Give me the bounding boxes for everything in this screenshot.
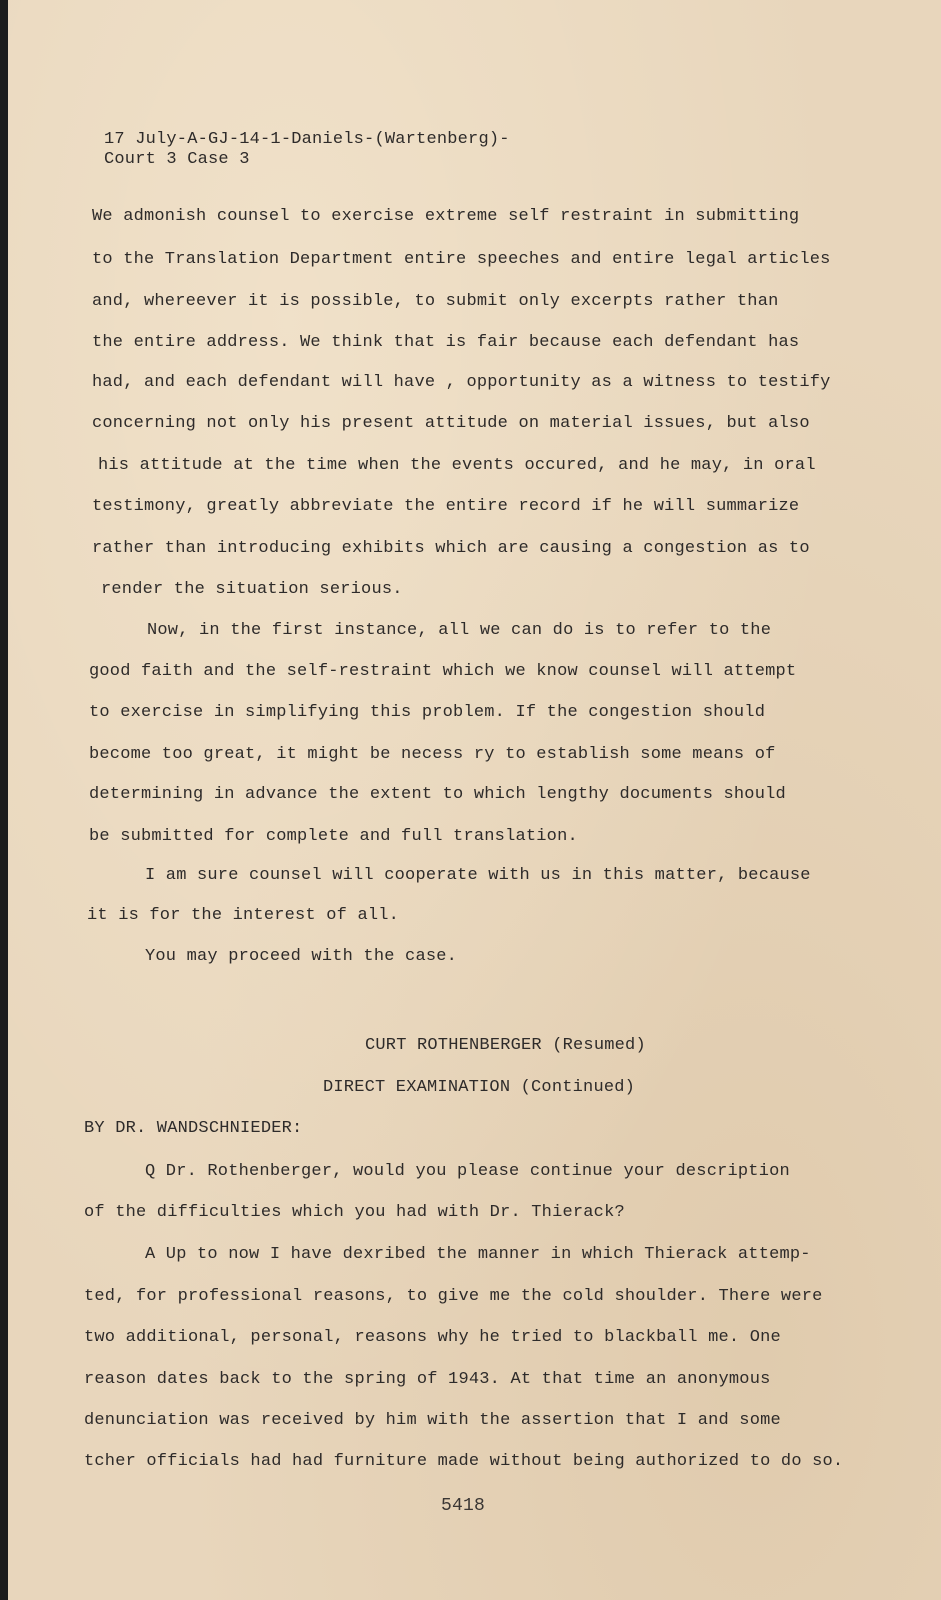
examiner-line: BY DR. WANDSCHNIEDER: (84, 1119, 303, 1138)
text-line: testimony, greatly abbreviate the entire record if he will summarize (92, 497, 800, 516)
text-line: his attitude at the time when the events occured, and he may, in oral (98, 456, 816, 475)
header-case-reference: 17 July-A-GJ-14-1-Daniels-(Wartenberg)- (104, 130, 510, 149)
text-line: A Up to now I have dexribed the manner in which Thierack attemp- (145, 1245, 811, 1264)
text-line: denunciation was received by him with the assertion that I and some (84, 1411, 781, 1430)
examination-heading: DIRECT EXAMINATION (Continued) (323, 1078, 636, 1097)
text-line: of the difficulties which you had with Dr. Thierack? (84, 1203, 625, 1222)
text-line: render the situation serious. (101, 580, 403, 599)
document-page (8, 0, 941, 1600)
page-number: 5418 (441, 1496, 486, 1516)
text-line: two additional, personal, reasons why he tried to blackball me. One (84, 1328, 781, 1347)
text-line: tcher officials had had furniture made without being authorized to do so. (84, 1452, 844, 1471)
text-line: to the Translation Department entire speeches and entire legal articles (92, 250, 831, 269)
witness-heading: CURT ROTHENBERGER (Resumed) (365, 1036, 646, 1055)
text-line: good faith and the self-restraint which we know counsel will attempt (89, 662, 797, 681)
header-court-case: Court 3 Case 3 (104, 150, 250, 169)
text-line: it is for the interest of all. (87, 906, 400, 925)
text-line: Q Dr. Rothenberger, would you please continue your description (145, 1162, 790, 1181)
text-line: determining in advance the extent to which lengthy documents should (89, 785, 786, 804)
text-line: rather than introducing exhibits which are causing a congestion as to (92, 539, 810, 558)
text-line: and, whereever it is possible, to submit only excerpts rather than (92, 292, 779, 311)
text-line: to exercise in simplifying this problem. If the congestion should (89, 703, 766, 722)
paragraph-proceed: You may proceed with the case. (145, 947, 458, 966)
text-line: We admonish counsel to exercise extreme self restraint in submitting (92, 207, 800, 226)
text-line: ted, for professional reasons, to give me the cold shoulder. There were (84, 1287, 823, 1306)
text-line: reason dates back to the spring of 1943. At that time an anonymous (84, 1370, 771, 1389)
text-line: be submitted for complete and full translation. (89, 827, 578, 846)
text-line: had, and each defendant will have , opportunity as a witness to testify (92, 373, 831, 392)
text-line: I am sure counsel will cooperate with us in this matter, because (145, 866, 811, 885)
text-line: Now, in the first instance, all we can do is to refer to the (147, 621, 772, 640)
scan-left-edge (0, 0, 8, 1600)
text-line: the entire address. We think that is fair because each defendant has (92, 333, 800, 352)
text-line: concerning not only his present attitude on material issues, but also (92, 414, 810, 433)
text-line: become too great, it might be necess ry to establish some means of (89, 745, 776, 764)
